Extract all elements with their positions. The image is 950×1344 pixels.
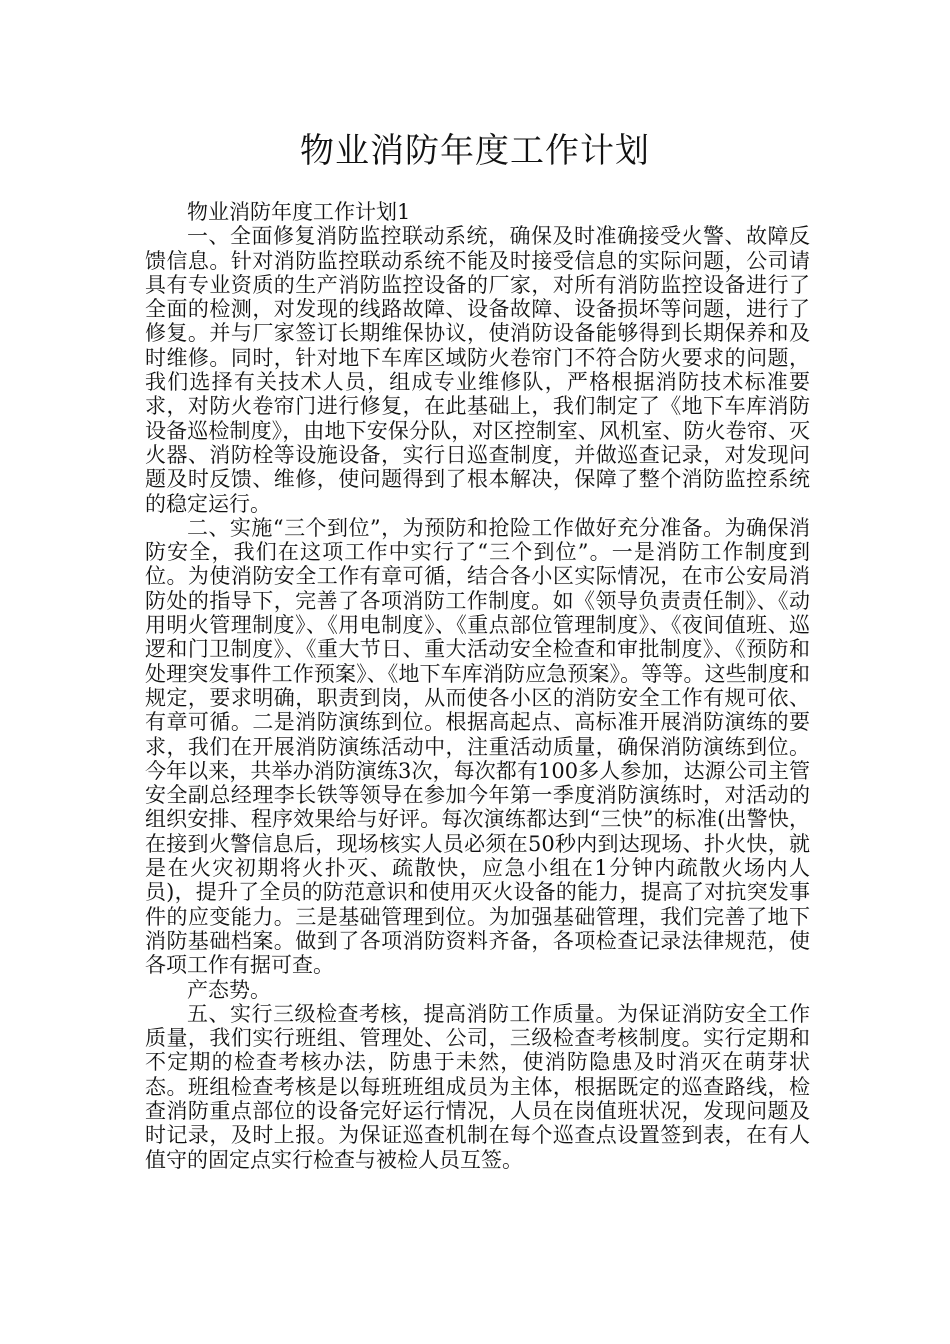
document-title: 物业消防年度工作计划 [300,131,650,171]
section-heading: 物业消防年度工作计划1 [187,200,411,224]
paragraph-4: 五、实行三级检查考核，提高消防工作质量。为保证消防安全工作质量，我们实行班组、管理处、公司，三级检查考核制度。实行定期和不定期的检查考核办法，防患于未然，使消防隐患及时消灭在萌芽状态。班组检查考核是以每班班组成员为主体，根据既定的巡查路线，检查消防重点部位的设备完好运行情况，人员在岗值班状况，发现问题及时记录，及时上报。为保证巡查机制在每个巡查点设置签到表，在有人值守的固定点实行检查与被检人员互签。 [145,1001,810,1172]
paragraph-1: 一、全面修复消防监控联动系统，确保及时准确接受火警、故障反馈信息。针对消防监控联动系统不能及时接受信息的实际问题，公司请具有专业资质的生产消防监控设备的厂家，对所有消防监控设备进行了全面的检测，对发现的线路故障、设备故障、设备损坏等问题，进行了修复。并与厂家签订长期维保协议，使消防设备能够得到长期保养和及时维修。同时，针对地下车库区域防火卷帘门不符合防火要求的问题，我们选择有关技术人员，组成专业维修队，严格根据消防技术标准要求，对防火卷帘门进行修复，在此基础上，我们制定了《地下车库消防设备巡检制度》，由地下安保分队，对区控制室、风机室、防火卷帘、灭火器、消防栓等设施设备，实行日巡查制度，并做巡查记录，对发现问题及时反馈、维修，使问题得到了根本解决，保障了整个消防监控系统的稳定运行。 [145,224,810,516]
document-body [145,200,810,1172]
paragraph-3: 产态势。 [187,977,271,1002]
paragraph-2: 二、实施“三个到位”，为预防和抢险工作做好充分准备。为确保消防安全，我们在这项工作中实行了“三个到位”。一是消防工作制度到位。为使消防安全工作有章可循，结合各小区实际情况，在市公安局消防处的指导下，完善了各项消防工作制度。如《领导负责责任制》、《动用明火管理制度》、《用电制度》、《重点部位管理制度》、《夜间值班、巡逻和门卫制度》、《重大节日、重大活动安全检查和审批制度》、《预防和处理突发事件工作预案》、《地下车库消防应急预案》。等等。这些制度和规定，要求明确，职责到岗，从而使各小区的消防安全工作有规可依、有章可循。二是消防演练到位。根据高起点、高标准开展消防演练的要求，我们在开展消防演练活动中，注重活动质量，确保消防演练到位。今年以来，共举办消防演练3次，每次都有100多人参加，达源公司主管安全副总经理李长铁等领导在参加今年第一季度消防演练时，对活动的组织安排、程序效果给与好评。每次演练都达到“三快”的标准(出警快，在接到火警信息后，现场核实人员必须在50秒内到达现场、扑火快，就是在火灾初期将火扑灭、疏散快，应急小组在1分钟内疏散火场内人员)，提升了全员的防范意识和使用灭火设备的能力，提高了对抗突发事件的应变能力。三是基础管理到位。为加强基础管理，我们完善了地下消防基础档案。做到了各项消防资料齐备，各项检查记录法律规范，使各项工作有据可查。 [145,515,810,978]
